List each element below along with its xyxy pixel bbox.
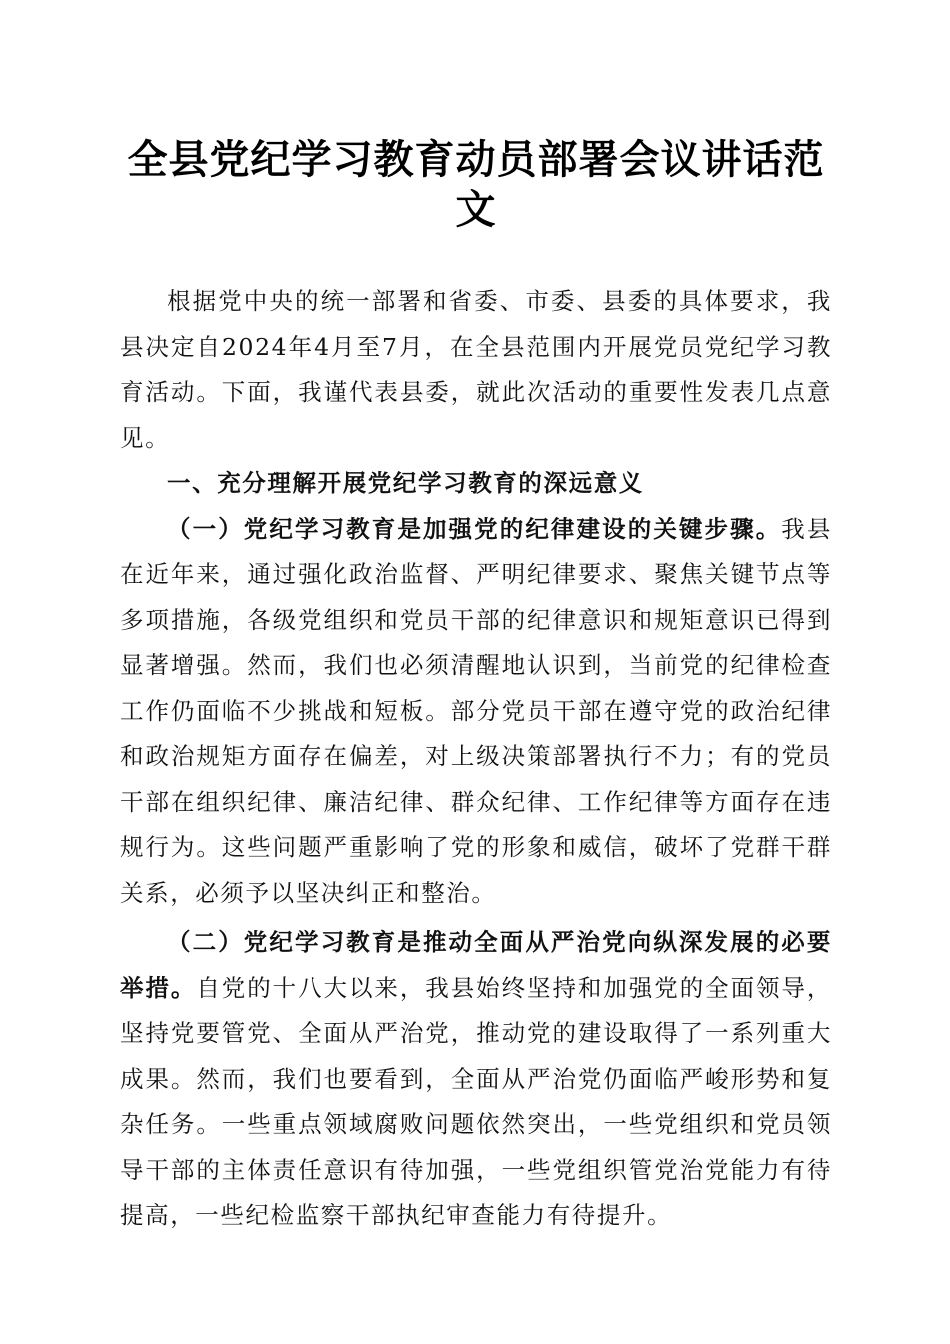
section-heading-1: 一、充分理解开展党纪学习教育的深远意义 xyxy=(167,469,644,497)
subsection-paragraph-1 xyxy=(120,507,832,917)
subsection-lead-1: （一）党纪学习教育是加强党的纪律建设的关键步骤。 xyxy=(167,514,782,543)
document-title: 全县党纪学习教育动员部署会议讲话范文 xyxy=(127,136,825,233)
subsection-paragraph-2 xyxy=(120,920,832,1239)
intro-paragraph: 根据党中央的统一部署和省委、市委、县委的具体要求，我县决定自2024年4月至7月，在全县范围内开展党员党纪学习教育活动。下面，我谨代表县委，就此次活动的重要性发表几点意见。 xyxy=(120,287,832,452)
document-body xyxy=(120,279,832,1239)
document-page xyxy=(120,0,832,1239)
subsection-text-2: 自党的十八大以来，我县始终坚持和加强党的全面领导，坚持党要管党、全面从严治党，推动党的建设取得了一系列重大成果。然而，我们也要看到，全面从严治党仍面临严峻形势和复杂任务。一些重点领域腐败问题依然突出，一些党组织和党员领导干部的主体责任意识有待加强，一些党组织管党治党能力有待提高，一些纪检监察干部执纪审查能力有待提升。 xyxy=(120,973,832,1229)
subsection-lead-2: （二）党纪学习教育是推动全面从严治党向纵深发展的必要举措。 xyxy=(120,928,832,1002)
subsection-text-1: 我县在近年来，通过强化政治监督、严明纪律要求、聚焦关键节点等多项措施，各级党组织和党员干部的纪律意识和规矩意识已得到显著增强。然而，我们也必须清醒地认识到，当前党的纪律检查工作仍面临不少挑战和短板。部分党员干部在遵守党的政治纪律和政治规矩方面存在偏差，对上级决策部署执行不力；有的党员干部在组织纪律、廉洁纪律、群众纪律、工作纪律等方面存在违规行为。这些问题严重影响了党的形象和威信，破坏了党群干群关系，必须予以坚决纠正和整治。 xyxy=(120,514,832,907)
